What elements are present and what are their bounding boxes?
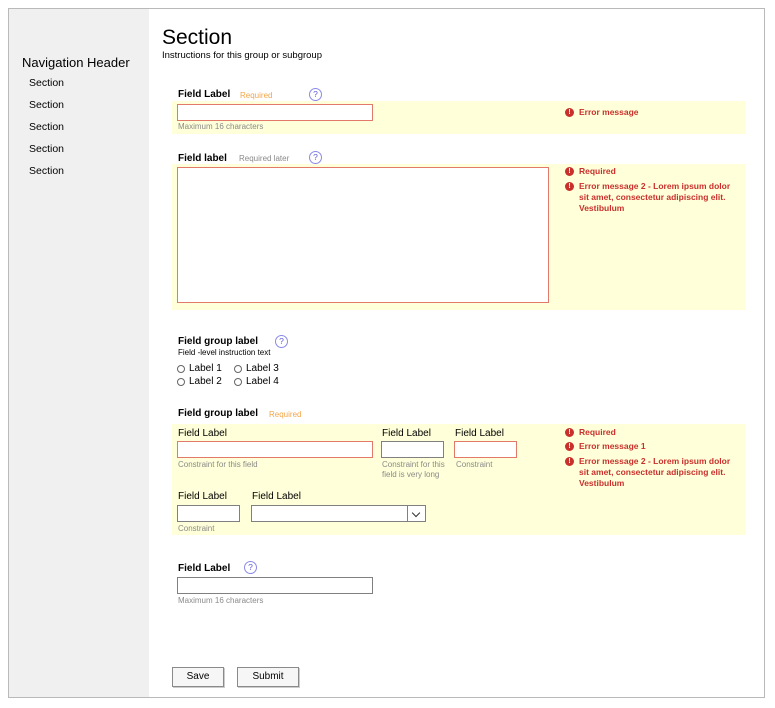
group2-field1-label: Field Label	[178, 428, 227, 439]
help-icon[interactable]: ?	[244, 561, 257, 574]
group2-field4-label: Field Label	[178, 491, 227, 502]
group2-error-2	[565, 456, 740, 489]
help-icon[interactable]: ?	[309, 151, 322, 164]
radio-text: Label 4	[246, 376, 279, 387]
group2-field4-input[interactable]	[177, 505, 240, 522]
group2-field2-input[interactable]	[381, 441, 444, 458]
group2-field1-hint: Constraint for this field	[178, 460, 258, 469]
group2-field2-label: Field Label	[382, 428, 431, 439]
radio-label-2[interactable]	[177, 376, 222, 387]
section-instructions: Instructions for this group or subgroup	[162, 50, 323, 61]
save-button[interactable]: Save	[172, 667, 224, 687]
group2-field4-hint: Constraint	[178, 524, 215, 533]
field3-input[interactable]	[177, 577, 373, 594]
radio-text: Label 1	[189, 363, 222, 374]
help-icon[interactable]: ?	[309, 88, 322, 101]
field1-required: Required	[240, 91, 273, 100]
nav-item-section[interactable]: Section	[29, 99, 65, 111]
group2-field5-label: Field Label	[252, 491, 301, 502]
group2-field3-input[interactable]	[454, 441, 517, 458]
radio-circle	[177, 378, 185, 386]
group2-field2-hint: Constraint for this field is very long	[382, 460, 445, 479]
radio-circle	[177, 365, 185, 373]
help-icon[interactable]: ?	[275, 335, 288, 348]
field1-input[interactable]	[177, 104, 373, 121]
field2-required-later: Required later	[239, 154, 290, 163]
nav-item-section[interactable]: Section	[29, 165, 65, 177]
group2-error-1	[565, 441, 740, 452]
error-icon: !	[565, 442, 574, 451]
error-message: Error message 1	[579, 441, 646, 451]
error-icon: !	[565, 167, 574, 176]
section-title: Section	[162, 26, 233, 49]
error-icon: !	[565, 182, 574, 191]
group2-required: Required	[269, 410, 302, 419]
field2-textarea[interactable]	[177, 167, 549, 303]
field1-error	[565, 107, 740, 118]
radio-label-1[interactable]	[177, 363, 222, 374]
group2-field1-input[interactable]	[177, 441, 373, 458]
field2-label: Field label	[178, 153, 227, 164]
nav-item-section[interactable]: Section	[29, 121, 65, 133]
radio-circle	[234, 378, 242, 386]
nav-header: Navigation Header	[22, 55, 130, 70]
group2-field5-select[interactable]	[251, 505, 426, 522]
error-message: Required	[579, 427, 616, 437]
field1-hint: Maximum 16 characters	[178, 122, 264, 131]
error-icon: !	[565, 428, 574, 437]
group1-instruction: Field -level instruction text	[178, 348, 271, 357]
submit-button[interactable]: Submit	[237, 667, 299, 687]
field3-label: Field Label	[178, 563, 231, 574]
sidebar	[9, 9, 149, 697]
group2-label: Field group label	[178, 408, 259, 419]
field1-label: Field Label	[178, 89, 231, 100]
radio-circle	[234, 365, 242, 373]
group1-label: Field group label	[178, 336, 259, 347]
error-message: Required	[579, 166, 616, 176]
nav-item-section[interactable]: Section	[29, 77, 65, 89]
error-message: Error message 2 - Lorem ipsum dolor sit amet, consectetur adipiscing elit. Vestibulum	[579, 456, 731, 488]
error-message: Error message	[579, 107, 639, 117]
nav-item-section[interactable]: Section	[29, 143, 65, 155]
group2-field3-hint: Constraint	[456, 460, 493, 469]
radio-label-3[interactable]	[234, 363, 279, 374]
field2-error-required	[565, 166, 740, 177]
chevron-down-icon[interactable]	[407, 506, 425, 521]
error-message: Error message 2 - Lorem ipsum dolor sit amet, consectetur adipiscing elit. Vestibulum	[579, 181, 731, 213]
field3-hint: Maximum 16 characters	[178, 596, 264, 605]
group2-field3-label: Field Label	[455, 428, 504, 439]
group2-error-required	[565, 427, 740, 438]
error-icon: !	[565, 457, 574, 466]
radio-text: Label 3	[246, 363, 279, 374]
radio-text: Label 2	[189, 376, 222, 387]
field2-error-2	[565, 181, 740, 214]
radio-label-4[interactable]	[234, 376, 279, 387]
error-icon: !	[565, 108, 574, 117]
